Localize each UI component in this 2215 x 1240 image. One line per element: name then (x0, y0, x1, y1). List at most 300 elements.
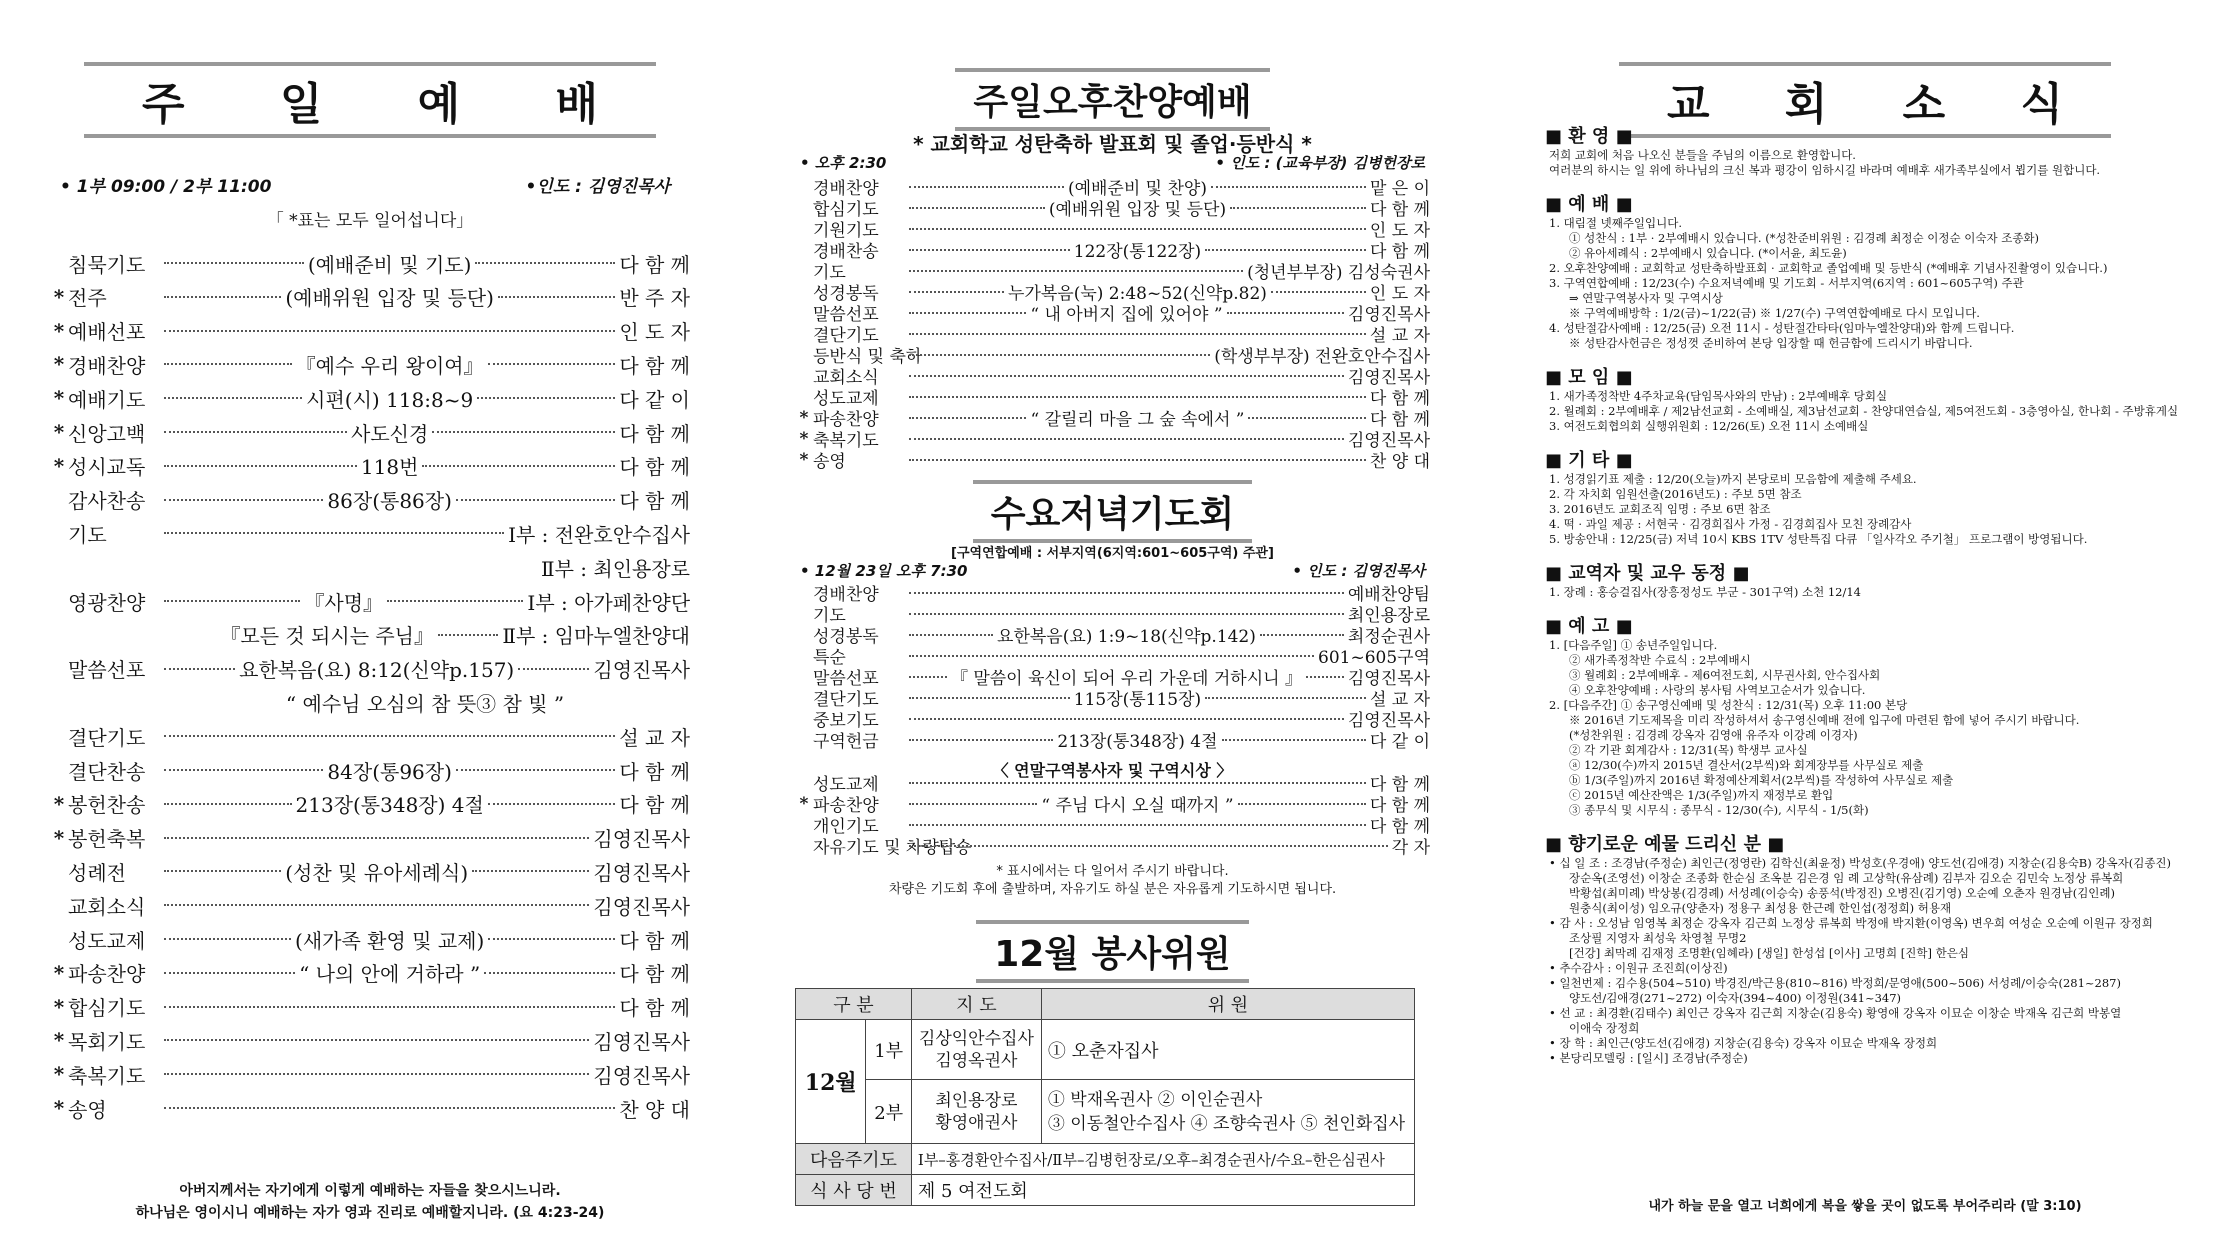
wednesday-midline: 〈 연말구역봉사자 및 구역시상 〉 (992, 761, 1233, 780)
row-content: (예배준비 및 기도) (307, 252, 472, 277)
dot-leader (1222, 739, 1366, 741)
order-row (50, 417, 690, 447)
row-content: 84장(통96장) (327, 759, 452, 784)
order-row (795, 793, 1430, 814)
row-label: 구역헌금 (813, 732, 879, 752)
dot-leader (164, 837, 589, 839)
row-person: 설 교 자 (1369, 326, 1430, 346)
row-person: 최인용장로 (1347, 606, 1430, 626)
order-row (50, 248, 690, 278)
row-label: 말씀선포 (813, 669, 879, 689)
row-label: 봉헌축복 (68, 827, 146, 852)
row-mark: * (53, 825, 65, 850)
order-row (50, 316, 690, 346)
order-row (50, 1093, 690, 1123)
dot-leader (164, 769, 323, 771)
row-label: 침묵기도 (68, 252, 146, 277)
news-line: 3. 구역연합예배 : 12/23(수) 수요저녁예배 및 기도회 - 서부지역(6지역 : 601~605구역) 주관 (1549, 276, 2024, 290)
row-label: 합심기도 (68, 996, 146, 1021)
vehicle-note: 차량은 기도회 후에 출발하며, 자유기도 하실 분은 자유롭게 기도하시면 됩니다. (888, 882, 1337, 897)
dot-leader (909, 459, 1366, 461)
order-row (50, 518, 690, 548)
dot-leader (909, 417, 1026, 419)
row-person: 다 함 께 (619, 421, 690, 446)
table-p1-leader1: 김상익안수집사 (918, 1028, 1034, 1049)
row-label: 예배선포 (68, 320, 146, 345)
news-section-heading: ■ 모 임 ■ (1545, 367, 1633, 388)
row-content: 『예수 우리 왕이여』 (295, 353, 484, 378)
row-person: 다 함 께 (619, 962, 690, 987)
news-section-heading: ■ 향기로운 예물 드리신 분 ■ (1545, 834, 1785, 855)
row-person: 설 교 자 (1369, 690, 1431, 710)
row-person: 김영진목사 (593, 1029, 690, 1054)
afternoon-time: • 오후 2:30 (800, 154, 887, 172)
dot-leader (488, 938, 615, 940)
row-content: 『 말씀이 육신이 되어 우리 가운데 거하시니 』 (950, 669, 1302, 689)
news-line: ② 유아세례식 : 2부예배시 있습니다. (*이서윤, 최도윤) (1569, 246, 1847, 260)
afternoon-worship-column (795, 0, 1430, 1240)
dot-leader (1205, 697, 1366, 699)
row-label: 기도 (68, 522, 107, 547)
dot-leader (909, 186, 1064, 188)
news-line: [건강] 최막례 김재정 조명환(임혜라) [생일] 한성섭 [이사] 고명희 [진학] 한은심 (1569, 946, 1969, 960)
row-person: 다 함 께 (1369, 410, 1431, 430)
row-person: 김영진목사 (593, 827, 690, 852)
news-line: 1. [다음주일] ① 송년주일입니다. (1549, 638, 1718, 652)
dot-leader (909, 592, 1344, 594)
news-line: 이애숙 장정희 (1569, 1021, 1640, 1035)
row-person: (청년부부장) 김성숙권사 (1247, 263, 1430, 283)
dot-leader (164, 465, 357, 467)
row-content: (새가족 환영 및 교제) (295, 928, 485, 953)
dot-leader (1238, 803, 1366, 805)
row-label: 파송찬양 (68, 962, 146, 987)
dot-leader (387, 600, 523, 602)
row-label: 기도 (813, 263, 846, 283)
dot-leader (498, 296, 615, 298)
order-row (50, 383, 690, 413)
row-person: 다 함 께 (619, 353, 690, 378)
order-row (795, 772, 1430, 793)
table-p2-members2: ③ 이동철안수집사 ④ 조향숙권사 ⑤ 천인화집사 (1047, 1113, 1406, 1134)
dot-leader (909, 718, 1344, 720)
row-label: 교회소식 (68, 894, 146, 919)
news-line: 4. 성탄절감사예배 : 12/25(금) 오전 11시 - 성탄절간타타(임마누엘찬양대)와 함께 드립니다. (1549, 321, 2015, 335)
dot-leader (164, 1073, 589, 1075)
dot-leader (909, 803, 1037, 805)
order-row (795, 624, 1430, 645)
row-person: 다 같 이 (619, 387, 691, 412)
table-p1-members: ① 오춘자집사 (1041, 1020, 1414, 1080)
row-person: 인 도 자 (1369, 221, 1430, 241)
service-leader: •인도 : 김영진목사 (525, 177, 670, 197)
row-label: 말씀선포 (68, 658, 146, 683)
dot-leader (164, 363, 292, 365)
dot-leader (164, 600, 300, 602)
table-header-leader: 지 도 (911, 989, 1041, 1020)
row-person: 각 자 (1391, 838, 1430, 858)
wednesday-title: 수요저녁기도회 (795, 480, 1430, 543)
news-line: 장순옥(조영선) 이창순 조종화 한순심 조옥분 김은경 임 례 고상학(유삼례) 김부자 김오순 김민숙 노정상 류복희 (1569, 871, 2124, 885)
wednesday-time: • 12월 23일 오후 7:30 (800, 562, 968, 580)
dot-leader (472, 870, 589, 872)
volunteer-table (795, 988, 1415, 1206)
order-row (50, 485, 690, 515)
row-label: 성도교제 (813, 775, 879, 795)
row-content: 요한복음(요) 1:9~18(신약p.142) (997, 627, 1256, 647)
order-row (795, 645, 1430, 666)
afternoon-leader: • 인도 : (교육부장) 김병헌장로 (1215, 154, 1425, 172)
order-row (795, 218, 1430, 239)
row-label: 합심기도 (813, 200, 879, 220)
row-label: 성도교제 (813, 389, 879, 409)
row-mark: * (53, 318, 65, 343)
wednesday-leader: • 인도 : 김영진목사 (1292, 562, 1425, 580)
dot-leader (164, 532, 504, 534)
order-row (795, 323, 1430, 344)
dot-leader (456, 499, 615, 501)
order-row (795, 365, 1430, 386)
table-p2-leader2: 황영애권사 (935, 1112, 1018, 1133)
dot-leader (1306, 676, 1344, 678)
table-meal-duty: 제 5 여전도회 (911, 1175, 1414, 1206)
dot-leader (909, 375, 1344, 377)
row-person: 김영진목사 (1347, 711, 1430, 731)
order-row (795, 687, 1430, 708)
news-line: • 일천번제 : 김수용(504~510) 박경진/박근용(810~816) 박정희/문영애(500~506) 서성례/이승숙(281~287) (1549, 976, 2121, 990)
row-mark: * (53, 994, 65, 1019)
row-person: 다 같 이 (1369, 732, 1430, 752)
order-row (50, 789, 690, 819)
news-line: 5. 방송안내 : 12/25(금) 저녁 10시 KBS 1TV 성탄특집 다큐 「일사각오 주기철」 프로그램이 방영됩니다. (1549, 532, 2088, 546)
row-label: 경배찬송 (813, 242, 879, 262)
row-content: 『사명』 (304, 590, 384, 615)
table-p2-members1: ① 박재옥권사 ② 이인순권사 (1047, 1089, 1263, 1110)
dot-leader (164, 668, 235, 670)
table-next-prayer: Ⅰ부–홍경환안수집사/Ⅱ부–김병헌장로/오후–최경순권사/수요–한은심권사 (911, 1144, 1414, 1175)
news-line: ① 성찬식 : 1부 · 2부예배시 있습니다. (*성찬준비위원 : 김경례 최정순 이정순 이숙자 조종화) (1569, 231, 2040, 245)
dot-leader (909, 676, 947, 678)
row-content: 118번 (360, 455, 419, 480)
dot-leader (1260, 634, 1344, 636)
dot-leader (518, 668, 589, 670)
news-line: 조상필 지영자 최성욱 차영철 무명2 (1569, 931, 1747, 945)
dot-leader (488, 803, 616, 805)
table-part1: 1부 (866, 1020, 911, 1080)
row-content: (성찬 및 유아세례식) (285, 860, 469, 885)
row-content: 213장(통348장) 4절 (295, 793, 484, 818)
row-mark: * (53, 1096, 65, 1120)
order-row (795, 176, 1430, 197)
news-section-heading: ■ 기 타 ■ (1545, 450, 1633, 471)
order-row (50, 687, 690, 717)
news-footer-verse: 내가 하늘 문을 열고 너희에게 복을 쌓을 곳이 없도록 부어주리라 (말 3:10) (1648, 1199, 2082, 1214)
row-person: 다 함 께 (619, 928, 690, 953)
news-line: • 추수감사 : 이원규 조진희(이상진) (1549, 961, 1728, 975)
order-row (50, 1025, 690, 1055)
row-label: 결단기도 (813, 326, 879, 346)
row-label: 결단찬송 (68, 759, 146, 784)
dot-leader (909, 312, 1026, 314)
dot-leader (422, 465, 615, 467)
sunday-worship-column (50, 0, 690, 1240)
row-content: “ 갈릴리 마을 그 숲 속에서 ” (1030, 410, 1245, 430)
row-content: (예배위원 입장 및 등단) (1048, 200, 1227, 220)
news-line: 1. 성경읽기표 제출 : 12/20(오늘)까지 본당로비 모음함에 제출해 주세요. (1549, 472, 1917, 486)
row-person: 설 교 자 (619, 725, 690, 750)
row-content: 『모든 것 되시는 주님』 (220, 624, 435, 649)
dot-leader (909, 207, 1045, 209)
row-mark: * (53, 352, 65, 377)
row-label: 경배찬양 (813, 585, 879, 605)
order-row (795, 814, 1430, 835)
row-content: 시편(시) 118:8~9 (306, 387, 474, 412)
row-person: 찬 양 대 (619, 1097, 690, 1122)
row-person: 김영진목사 (593, 1063, 690, 1088)
volunteer-title: 12월 봉사위원 (795, 920, 1430, 983)
news-line: • 감 사 : 오성남 임영복 최정순 강옥자 김근희 노정상 류복희 박정애 박지환(이영옥) 변우희 여성순 오순예 이원규 장정희 (1549, 916, 2153, 930)
row-person: 김영진목사 (593, 658, 691, 683)
row-content: (예배준비 및 찬양) (1067, 179, 1207, 199)
row-content: “ 나의 안에 거하라 ” (299, 962, 481, 987)
dot-leader (909, 739, 1053, 741)
row-content: “ 예수님 오심의 참 뜻③ 참 빛 ” (285, 691, 565, 716)
row-content: “ 주님 다시 오실 때까지 ” (1041, 796, 1234, 816)
row-label: 성례전 (68, 860, 126, 885)
dot-leader (477, 397, 615, 399)
row-label: 파송찬양 (813, 796, 879, 816)
row-person: 예배찬양팀 (1347, 585, 1430, 605)
dot-leader (164, 397, 302, 399)
dot-leader (1205, 249, 1366, 251)
order-row (50, 856, 690, 886)
row-mark: * (53, 1028, 65, 1053)
order-row (50, 924, 690, 954)
table-meal-duty-label: 식 사 당 번 (796, 1175, 912, 1206)
dot-leader (1211, 186, 1366, 188)
row-person: 다 함 께 (619, 759, 690, 784)
row-content: 122장(통122장) (1073, 242, 1202, 262)
row-content: “ 내 아버지 집에 있어야 ” (1030, 305, 1223, 325)
table-part2: 2부 (866, 1080, 911, 1144)
news-line: 3. 여전도회협의회 실행위원회 : 12/26(토) 오전 11시 소예배실 (1549, 419, 1869, 433)
order-row (795, 835, 1430, 856)
row-person: 김영진목사 (1347, 669, 1430, 689)
row-content: 누가복음(눅) 2:48~52(신약p.82) (1008, 284, 1267, 304)
row-label: 성경봉독 (813, 627, 879, 647)
row-label: 교회소식 (813, 368, 879, 388)
row-label: 특순 (813, 648, 846, 668)
row-label: 등반식 및 축하 (813, 347, 923, 367)
news-line: • 십 일 조 : 조경남(주정순) 최인근(정영란) 김학신(최윤정) 박성호(우경애) 양도선(김애경) 지창순(김용숙B) 강옥자(김종진) (1549, 856, 2172, 870)
row-person: 601~605구역 (1318, 648, 1430, 668)
row-label: 전주 (68, 286, 107, 311)
dot-leader (164, 296, 281, 298)
dot-leader (164, 1107, 615, 1109)
row-person: 다 함 께 (1369, 200, 1431, 220)
order-row (50, 992, 690, 1022)
table-p1-leader2: 김영옥권사 (935, 1050, 1018, 1071)
news-line: 2. [다음주간] ① 송구영신예배 및 성찬식 : 12/31(목) 오후 11:00 본당 (1549, 698, 1908, 712)
dot-leader (909, 697, 1070, 699)
dot-leader (909, 270, 1243, 272)
order-row (795, 260, 1430, 281)
row-mark: * (799, 407, 809, 428)
news-line: ⓐ 12/30(수)까지 2015년 결산서(2부씩)와 회계장부를 사무실로 제출 (1569, 758, 1924, 772)
order-row (795, 603, 1430, 624)
church-news-column (1545, 0, 2185, 1240)
order-row (795, 407, 1430, 428)
dot-leader (475, 262, 615, 264)
row-label: 성경봉독 (813, 284, 879, 304)
afternoon-subtitle: * 교회학교 성탄축하 발표회 및 졸업·등반식 * (913, 132, 1312, 156)
table-header-members: 위 원 (1041, 989, 1414, 1020)
order-row (50, 654, 690, 684)
row-person: Ⅱ부 : 최인용장로 (541, 556, 690, 581)
dot-leader (1230, 207, 1366, 209)
row-label: 말씀선포 (813, 305, 879, 325)
table-header-division: 구 분 (796, 989, 912, 1020)
news-line: 1. 장례 : 홍승걸집사(장흥정성도 부군 - 301구역) 소천 12/14 (1549, 585, 1862, 599)
row-mark: * (53, 791, 65, 816)
row-mark: * (53, 420, 65, 444)
row-label: 축복기도 (68, 1063, 146, 1088)
row-person: 다 함 께 (619, 793, 691, 818)
row-mark: * (799, 449, 809, 470)
news-line: 양도선/김애경(271~272) 이숙자(394~400) 이정원(341~347) (1569, 991, 1902, 1005)
dot-leader (909, 824, 1366, 826)
row-content: 115장(통115장) (1073, 690, 1202, 710)
row-content: 사도신경 (351, 421, 429, 446)
dot-leader (1248, 417, 1365, 419)
wednesday-subtitle: [구역연합예배 : 서부지역(6지역:601~605구역) 주관] (951, 546, 1274, 561)
row-label: 파송찬양 (813, 410, 879, 430)
dot-leader (1227, 312, 1344, 314)
news-line: 2. 각 자치회 임원선출(2016년도) : 주보 5면 참조 (1549, 487, 1802, 501)
row-label: 영광찬양 (68, 590, 146, 615)
dot-leader (909, 396, 1366, 398)
news-section-heading: ■ 환 영 ■ (1545, 126, 1633, 147)
order-row (795, 239, 1430, 260)
dot-leader (164, 904, 589, 906)
row-label: 결단기도 (813, 690, 879, 710)
row-person: 다 함 께 (619, 252, 690, 277)
row-mark: * (53, 284, 65, 309)
dot-leader (909, 249, 1070, 251)
row-person: 다 함 께 (1369, 817, 1430, 837)
row-content: (예배위원 입장 및 등단) (285, 286, 494, 311)
dot-leader (432, 431, 615, 433)
row-person: 다 함 께 (1369, 389, 1430, 409)
dot-leader (164, 330, 615, 332)
order-row (795, 582, 1430, 603)
news-line: 저희 교회에 처음 나오신 분들을 주님의 이름으로 환영합니다. (1549, 148, 1856, 162)
dot-leader (164, 870, 281, 872)
row-mark: * (53, 386, 65, 411)
dot-leader (456, 769, 615, 771)
row-person: 김영진목사 (593, 860, 690, 885)
news-line: ※ 구역예배방학 : 1/2(금)~1/22(금) ※ 1/27(수) 구역연합예배로 다시 모입니다. (1569, 306, 1980, 320)
news-line: ③ 월례회 : 2부예배후 - 제6여전도회, 시무권사회, 안수집사회 (1569, 668, 1881, 682)
table-month: 12월 (796, 1020, 866, 1144)
row-label: 기원기도 (813, 221, 879, 241)
order-row (795, 428, 1430, 449)
row-person: Ⅱ부 : 임마누엘찬양대 (502, 624, 690, 649)
row-mark: * (799, 793, 809, 814)
news-section-heading: ■ 예 고 ■ (1545, 616, 1633, 637)
row-label: 성도교제 (68, 928, 146, 953)
row-person: 다 함 께 (1369, 242, 1431, 262)
row-person: 찬 양 대 (1369, 452, 1430, 472)
news-line: ⓑ 1/3(주일)까지 2016년 확정예산계획서(2부씩)를 작성하여 사무실로 제출 (1569, 773, 1954, 787)
order-row (50, 586, 690, 616)
footer-verse-2: 하나님은 영이시니 예배하는 자가 영과 진리로 예배할지니라. (요 4:23-24) (135, 1205, 605, 1221)
row-person: 최정순권사 (1347, 627, 1431, 647)
row-label: 예배기도 (68, 387, 146, 412)
row-label: 축복기도 (813, 431, 879, 451)
row-label: 봉헌찬송 (68, 793, 146, 818)
order-row (795, 666, 1430, 687)
order-row (50, 958, 690, 988)
order-row (795, 708, 1430, 729)
dot-leader (164, 499, 323, 501)
order-row (50, 1059, 690, 1089)
row-person: 인 도 자 (619, 320, 690, 345)
news-line: 4. 떡 · 과일 제공 : 서현국 · 김경희집사 가정 - 김경희집사 모친 장례감사 (1549, 517, 1912, 531)
sunday-worship-title: 주 일 예 배 (50, 62, 690, 138)
dot-leader (909, 291, 1004, 293)
row-content: 213장(통348장) 4절 (1057, 732, 1218, 752)
order-row (50, 890, 690, 920)
dot-leader (438, 634, 498, 636)
row-person: 인 도 자 (1369, 284, 1430, 304)
news-line: (*성찬위원 : 김경례 강옥자 김영애 유주자 이강례 이경자) (1569, 728, 1858, 742)
table-p2-leader1: 최인용장로 (935, 1090, 1018, 1111)
dot-leader (909, 655, 1314, 657)
dot-leader (164, 1039, 589, 1041)
news-line: 여러분의 하시는 일 위에 하나님의 크신 복과 평강이 임하시길 바라며 예배후 새가족부실에서 뵙기를 원합니다. (1549, 163, 2101, 177)
row-person: Ⅰ부 : 전완호안수집사 (508, 522, 690, 547)
order-row (795, 729, 1430, 750)
row-person: 다 함 께 (619, 996, 690, 1021)
news-line: ④ 오후찬양예배 : 사랑의 봉사팀 사역보고순서가 있습니다. (1569, 683, 1866, 697)
standing-note: 「 *표는 모두 일어섭니다」 (266, 211, 474, 231)
row-person: 맡 은 이 (1369, 179, 1431, 199)
row-label: 경배찬양 (813, 179, 879, 199)
service-time: • 1부 09:00 / 2부 11:00 (60, 177, 272, 197)
order-row (795, 281, 1430, 302)
news-line: • 본당리모델링 : [일시] 조경남(주정순) (1549, 1051, 1748, 1065)
row-label: 경배찬양 (68, 353, 146, 378)
news-line: 원충식(최이성) 임오규(양춘자) 정용구 최성용 한근례 한인섭(정정희) 허용재 (1569, 901, 1952, 915)
news-line: 2. 월례회 : 2부예배후 / 제2남선교회 - 소예배실, 제3남선교회 - 찬양대연습실, 제5여전도회 - 3층영아실, 한나회 - 주방휴게실 (1549, 404, 2179, 418)
order-row (50, 755, 690, 785)
dot-leader (488, 363, 616, 365)
row-mark: * (799, 428, 809, 449)
row-label: 결단기도 (68, 725, 146, 750)
order-row (795, 302, 1430, 323)
row-person: 반 주 자 (619, 286, 690, 311)
row-label: 감사찬송 (68, 489, 146, 514)
news-line: ※ 2016년 기도제목을 미리 작성하셔서 송구영신예배 전에 입구에 마련된 함에 넣어 주시기 바랍니다. (1569, 713, 2080, 727)
news-line: • 장 학 : 최인근(양도선(김애경) 지창순(김용숙) 강옥자 이묘순 박재옥 장정희 (1549, 1036, 1938, 1050)
news-line: ※ 성탄감사헌금은 정성껏 준비하여 본당 입장할 때 헌금함에 드리시기 바랍니다. (1569, 336, 1973, 350)
row-mark: * (53, 960, 65, 985)
row-label: 중보기도 (813, 711, 879, 731)
order-row (795, 197, 1430, 218)
news-line: 3. 2016년도 교회조직 임명 : 주보 6면 참조 (1549, 502, 1771, 516)
row-mark: * (53, 1062, 65, 1087)
